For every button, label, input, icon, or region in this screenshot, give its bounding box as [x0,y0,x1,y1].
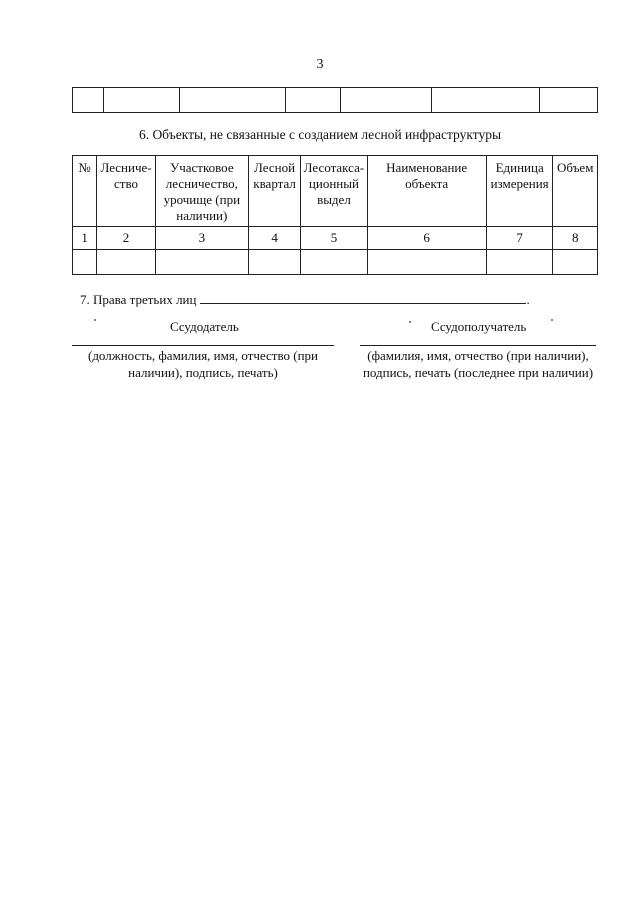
scan-speck [409,321,411,323]
table-row [73,250,598,275]
table-cell [179,88,286,113]
table-cell [301,250,367,275]
scan-speck [94,319,96,321]
third-parties-field [80,292,530,308]
third-parties-label: 7. Права третьих лиц [80,292,197,307]
column-number: 2 [97,227,156,250]
table-cell [553,250,598,275]
header-object-name: Наименование объекта [367,156,486,227]
header-forest-quarter: Лесной квартал [248,156,301,227]
section-6-title: 6. Объекты, не связанные с созданием лесной инфраструктуры [138,127,502,142]
lender-signature-line [72,345,334,346]
table-cell [286,88,341,113]
column-number: 4 [248,227,301,250]
lender-title: Ссудодатель [170,319,239,334]
table-header-row [73,156,598,227]
table-cell [97,250,156,275]
table-cell [103,88,179,113]
header-forest-allotment: Лесотакса-ционный выдел [301,156,367,227]
table-cell [248,250,301,275]
third-parties-end-mark: . [526,292,530,307]
borrower-caption-line-1: (фамилия, имя, отчество (при наличии), [367,348,589,363]
table-cell [540,88,598,113]
scan-speck [551,319,553,321]
column-number: 3 [155,227,248,250]
table-cell [367,250,486,275]
column-number: 5 [301,227,367,250]
column-number: 7 [486,227,553,250]
borrower-title: Ссудополучатель [431,319,527,334]
lender-caption-line-1: (должность, фамилия, имя, отчество (при [87,348,318,363]
third-parties-blank-line [200,292,526,304]
column-number: 8 [553,227,598,250]
table-cell [486,250,553,275]
borrower-signature-line [360,345,596,346]
header-forestry: Лесниче-ство [97,156,156,227]
borrower-caption-line-2: подпись, печать (последнее при наличии) [362,365,594,380]
objects-table [72,155,598,275]
table-cell [431,88,540,113]
table-cell [73,250,97,275]
header-number: № [73,156,97,227]
column-number: 1 [73,227,97,250]
table-cell [155,250,248,275]
lender-caption [72,347,334,381]
header-unit: Единица измерения [486,156,553,227]
page-number: 3 [316,57,324,72]
table-numbering-row [73,227,598,250]
lender-caption-line-2: наличии), подпись, печать) [128,365,278,380]
table-row [73,88,598,113]
header-district-forestry: Участковое лесничество, урочище (при наличии) [155,156,248,227]
table-cell [73,88,104,113]
table-cell [340,88,431,113]
continuation-table [72,87,598,113]
column-number: 6 [367,227,486,250]
header-volume: Объем [553,156,598,227]
borrower-caption [350,347,606,381]
